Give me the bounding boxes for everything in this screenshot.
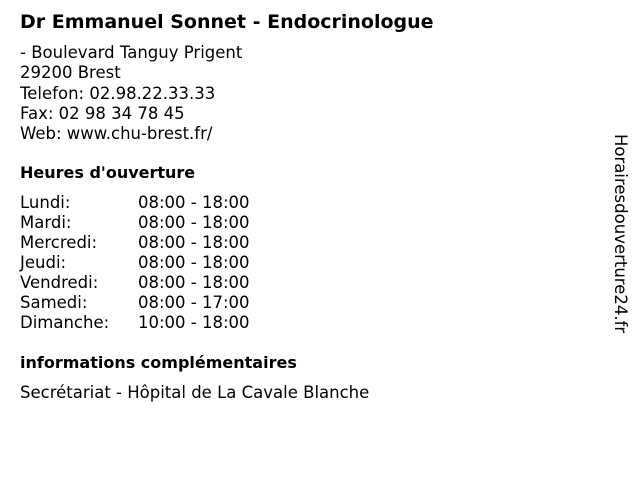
time-range: 08:00 - 17:00: [138, 293, 250, 312]
time-range: 08:00 - 18:00: [138, 253, 250, 272]
day-label: Vendredi:: [20, 273, 99, 292]
fax-number: Fax: 02 98 34 78 45: [20, 103, 185, 123]
day-label: Samedi:: [20, 293, 88, 312]
time-range: 08:00 - 18:00: [138, 193, 250, 212]
additional-info-text: Secrétariat - Hôpital de La Cavale Blanche: [20, 383, 370, 402]
day-label: Mardi:: [20, 213, 72, 232]
hours-row-saturday: [20, 293, 280, 313]
time-range: 08:00 - 18:00: [138, 213, 250, 232]
hours-row-friday: [20, 273, 280, 293]
day-label: Mercredi:: [20, 233, 98, 252]
hours-row-thursday: [20, 253, 280, 273]
hours-row-wednesday: [20, 233, 280, 253]
page-title: Dr Emmanuel Sonnet - Endocrinologue: [20, 11, 434, 33]
hours-row-monday: [20, 193, 280, 213]
opening-hours-heading: Heures d'ouverture: [20, 163, 196, 182]
day-label: Lundi:: [20, 193, 71, 212]
postal-city: 29200 Brest: [20, 63, 121, 83]
time-range: 08:00 - 18:00: [138, 273, 250, 292]
opening-hours-table: [20, 193, 280, 333]
time-range: 10:00 - 18:00: [138, 313, 250, 332]
website-link: Web: www.chu-brest.fr/: [20, 124, 213, 144]
address-block: [20, 43, 242, 144]
street-address: - Boulevard Tanguy Prigent: [20, 43, 243, 62]
phone-number: Telefon: 02.98.22.33.33: [20, 83, 216, 103]
time-range: 08:00 - 18:00: [138, 233, 250, 252]
side-brand-watermark: [610, 134, 630, 374]
day-label: Jeudi:: [20, 253, 67, 272]
hours-row-sunday: [20, 313, 280, 333]
additional-info-heading: informations complémentaires: [20, 353, 297, 372]
hours-row-tuesday: [20, 213, 280, 233]
side-brand-text: Horairesdouverture24.fr: [611, 134, 630, 334]
day-label: Dimanche:: [20, 313, 110, 332]
